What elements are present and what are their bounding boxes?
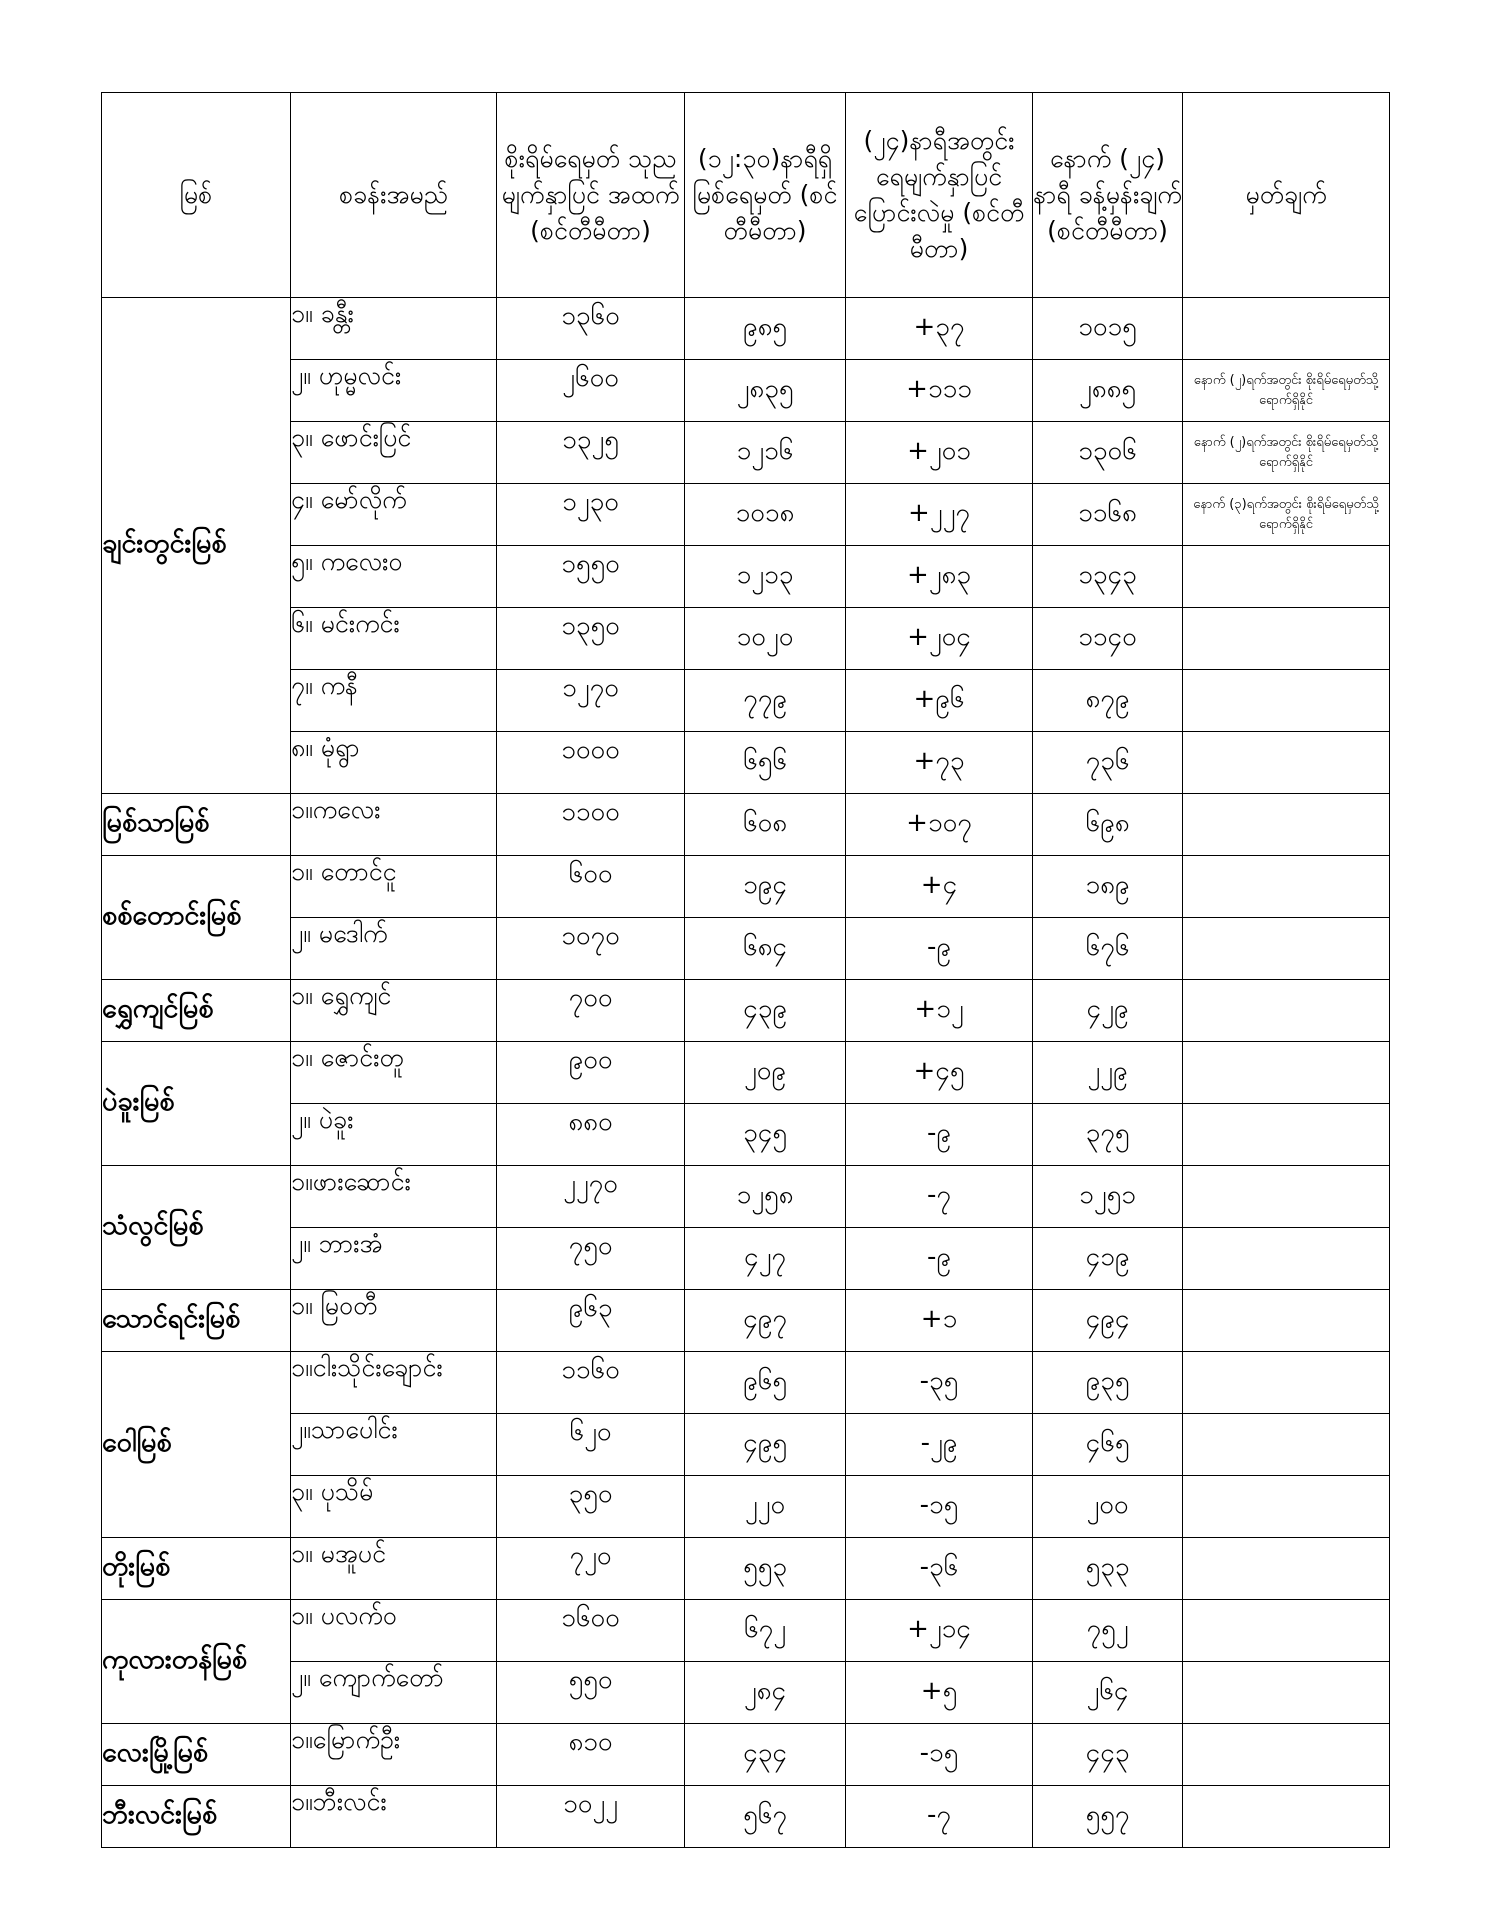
danger-level-cell: ၉၀၀ bbox=[497, 1042, 685, 1104]
danger-level-cell: ၁၀၇၀ bbox=[497, 918, 685, 980]
header-remarks: မှတ်ချက် bbox=[1183, 93, 1390, 298]
danger-level-cell: ၁၀၀၀ bbox=[497, 732, 685, 794]
station-name-cell: ၁။ မအူပင် bbox=[291, 1538, 497, 1600]
change-cell: -၁၅ bbox=[846, 1476, 1033, 1538]
current-level-cell: ၂၈၄ bbox=[685, 1662, 846, 1724]
danger-level-cell: ၇၂၀ bbox=[497, 1538, 685, 1600]
change-cell: +၉၆ bbox=[846, 670, 1033, 732]
change-cell: -၇ bbox=[846, 1166, 1033, 1228]
table-row bbox=[102, 1414, 1390, 1476]
forecast-cell: ၁၁၆၈ bbox=[1033, 484, 1183, 546]
danger-level-cell: ၃၅၀ bbox=[497, 1476, 685, 1538]
danger-level-cell: ၂၂၇၀ bbox=[497, 1166, 685, 1228]
current-level-cell: ၆၈၄ bbox=[685, 918, 846, 980]
table-row bbox=[102, 1290, 1390, 1352]
station-name-cell: ၂။ ဟုမ္မလင်း bbox=[291, 360, 497, 422]
danger-level-cell: ၈၈၀ bbox=[497, 1104, 685, 1166]
station-name-cell: ၁။ တောင်ငူ bbox=[291, 856, 497, 918]
table-row bbox=[102, 1538, 1390, 1600]
current-level-cell: ၁၀၂၀ bbox=[685, 608, 846, 670]
table-row bbox=[102, 732, 1390, 794]
change-cell: -၃၆ bbox=[846, 1538, 1033, 1600]
table-row bbox=[102, 422, 1390, 484]
danger-level-cell: ၂၆၀၀ bbox=[497, 360, 685, 422]
change-cell: +၂၂၇ bbox=[846, 484, 1033, 546]
forecast-cell: ၄၁၉ bbox=[1033, 1228, 1183, 1290]
table-row bbox=[102, 1600, 1390, 1662]
station-name-cell: ၂။ မဒေါက် bbox=[291, 918, 497, 980]
station-name-cell: ၁။ ခန္တီး bbox=[291, 298, 497, 360]
station-name-cell: ၁။ ရွှေကျင် bbox=[291, 980, 497, 1042]
current-level-cell: ၆၀၈ bbox=[685, 794, 846, 856]
station-name-cell: ၂။ ပဲခူး bbox=[291, 1104, 497, 1166]
change-cell: +၇၃ bbox=[846, 732, 1033, 794]
river-name-cell: ဘီးလင်းမြစ် bbox=[102, 1786, 291, 1848]
current-level-cell: ၁၂၅၈ bbox=[685, 1166, 846, 1228]
current-level-cell: ၄၉၇ bbox=[685, 1290, 846, 1352]
change-cell: +၃၇ bbox=[846, 298, 1033, 360]
river-name-cell: သောင်ရင်းမြစ် bbox=[102, 1290, 291, 1352]
remark-cell bbox=[1183, 732, 1390, 794]
table-row bbox=[102, 918, 1390, 980]
table-row bbox=[102, 794, 1390, 856]
forecast-cell: ၈၇၉ bbox=[1033, 670, 1183, 732]
river-level-table bbox=[101, 92, 1390, 1848]
table-row bbox=[102, 1228, 1390, 1290]
header-current-level: (၁၂:၃၀)နာရီရှိ မြစ်ရေမှတ် (စင်တီမီတာ) bbox=[685, 93, 846, 298]
station-name-cell: ၂။ ကျောက်တော် bbox=[291, 1662, 497, 1724]
remark-cell bbox=[1183, 1724, 1390, 1786]
current-level-cell: ၄၃၉ bbox=[685, 980, 846, 1042]
remark-cell bbox=[1183, 1352, 1390, 1414]
table-row bbox=[102, 856, 1390, 918]
table-row bbox=[102, 1662, 1390, 1724]
current-level-cell: ၂၈၃၅ bbox=[685, 360, 846, 422]
table-row bbox=[102, 608, 1390, 670]
station-name-cell: ၁။ ဇောင်းတူ bbox=[291, 1042, 497, 1104]
table-row bbox=[102, 298, 1390, 360]
change-cell: +၅ bbox=[846, 1662, 1033, 1724]
change-cell: +၂၀၄ bbox=[846, 608, 1033, 670]
change-cell: +၄ bbox=[846, 856, 1033, 918]
remark-cell bbox=[1183, 1042, 1390, 1104]
header-river: မြစ် bbox=[102, 93, 291, 298]
forecast-cell: ၁၁၄၀ bbox=[1033, 608, 1183, 670]
remark-cell bbox=[1183, 794, 1390, 856]
remark-cell bbox=[1183, 1166, 1390, 1228]
remark-cell bbox=[1183, 1476, 1390, 1538]
forecast-cell: ၂၂၉ bbox=[1033, 1042, 1183, 1104]
table-row bbox=[102, 484, 1390, 546]
remark-cell: နောက် (၂)ရက်အတွင်း စိုးရိမ်ရေမှတ်သို့ရောက်ရှိနိုင် bbox=[1183, 422, 1390, 484]
forecast-cell: ၂၀၀ bbox=[1033, 1476, 1183, 1538]
forecast-cell: ၆၉၈ bbox=[1033, 794, 1183, 856]
forecast-cell: ၃၇၅ bbox=[1033, 1104, 1183, 1166]
table-row bbox=[102, 546, 1390, 608]
danger-level-cell: ၁၅၅၀ bbox=[497, 546, 685, 608]
change-cell: +၁၂ bbox=[846, 980, 1033, 1042]
current-level-cell: ၅၆၇ bbox=[685, 1786, 846, 1848]
danger-level-cell: ၁၆၀၀ bbox=[497, 1600, 685, 1662]
change-cell: +၁၁၁ bbox=[846, 360, 1033, 422]
river-name-cell: ကုလားတန်မြစ် bbox=[102, 1600, 291, 1724]
remark-cell bbox=[1183, 980, 1390, 1042]
change-cell: +၂၁၄ bbox=[846, 1600, 1033, 1662]
danger-level-cell: ၁၁၀၀ bbox=[497, 794, 685, 856]
danger-level-cell: ၁၃၆၀ bbox=[497, 298, 685, 360]
current-level-cell: ၂၀၉ bbox=[685, 1042, 846, 1104]
river-name-cell: တိုးမြစ် bbox=[102, 1538, 291, 1600]
remark-cell bbox=[1183, 1290, 1390, 1352]
change-cell: +၁ bbox=[846, 1290, 1033, 1352]
river-name-cell: ပဲခူးမြစ် bbox=[102, 1042, 291, 1166]
table-row bbox=[102, 980, 1390, 1042]
current-level-cell: ၉၈၅ bbox=[685, 298, 846, 360]
remark-cell bbox=[1183, 670, 1390, 732]
danger-level-cell: ၇၅၀ bbox=[497, 1228, 685, 1290]
station-name-cell: ၁။ဖားဆောင်း bbox=[291, 1166, 497, 1228]
header-24h-change: (၂၄)နာရီအတွင်း ရေမျက်နှာပြင် ပြောင်းလဲမှု (စင်တီမီတာ) bbox=[846, 93, 1033, 298]
table-row bbox=[102, 1104, 1390, 1166]
station-name-cell: ၁။ကလေး bbox=[291, 794, 497, 856]
forecast-cell: ၉၃၅ bbox=[1033, 1352, 1183, 1414]
table-body bbox=[102, 298, 1390, 1848]
current-level-cell: ၃၄၅ bbox=[685, 1104, 846, 1166]
change-cell: -၉ bbox=[846, 1104, 1033, 1166]
current-level-cell: ၂၂၀ bbox=[685, 1476, 846, 1538]
remark-cell bbox=[1183, 546, 1390, 608]
forecast-cell: ၁၀၁၅ bbox=[1033, 298, 1183, 360]
change-cell: +၂၀၁ bbox=[846, 422, 1033, 484]
change-cell: +၄၅ bbox=[846, 1042, 1033, 1104]
station-name-cell: ၁။ငါးသိုင်းချောင်း bbox=[291, 1352, 497, 1414]
danger-level-cell: ၁၃၂၅ bbox=[497, 422, 685, 484]
header-station: စခန်းအမည် bbox=[291, 93, 497, 298]
river-name-cell: ရွှေကျင်မြစ် bbox=[102, 980, 291, 1042]
remark-cell bbox=[1183, 1414, 1390, 1476]
danger-level-cell: ၁၂၇၀ bbox=[497, 670, 685, 732]
current-level-cell: ၁၀၁၈ bbox=[685, 484, 846, 546]
forecast-cell: ၄၉၄ bbox=[1033, 1290, 1183, 1352]
change-cell: -၉ bbox=[846, 1228, 1033, 1290]
station-name-cell: ၂။သာပေါင်း bbox=[291, 1414, 497, 1476]
forecast-cell: ၅၃၃ bbox=[1033, 1538, 1183, 1600]
forecast-cell: ၄၄၃ bbox=[1033, 1724, 1183, 1786]
remark-cell: နောက် (၃)ရက်အတွင်း စိုးရိမ်ရေမှတ်သို့ရောက်ရှိနိုင် bbox=[1183, 484, 1390, 546]
current-level-cell: ၁၉၄ bbox=[685, 856, 846, 918]
station-name-cell: ၁။မြောက်ဦး bbox=[291, 1724, 497, 1786]
forecast-cell: ၇၃၆ bbox=[1033, 732, 1183, 794]
remark-cell bbox=[1183, 1600, 1390, 1662]
forecast-cell: ၁၃၄၃ bbox=[1033, 546, 1183, 608]
danger-level-cell: ၁၃၅၀ bbox=[497, 608, 685, 670]
danger-level-cell: ၉၆၃ bbox=[497, 1290, 685, 1352]
forecast-cell: ၂၈၈၅ bbox=[1033, 360, 1183, 422]
remark-cell bbox=[1183, 608, 1390, 670]
header-forecast: နောက် (၂၄) နာရီ ခန့်မှန်းချက် (စင်တီမီတာ) bbox=[1033, 93, 1183, 298]
remark-cell bbox=[1183, 1538, 1390, 1600]
remark-cell bbox=[1183, 1662, 1390, 1724]
forecast-cell: ၇၅၂ bbox=[1033, 1600, 1183, 1662]
remark-cell bbox=[1183, 298, 1390, 360]
current-level-cell: ၄၂၇ bbox=[685, 1228, 846, 1290]
change-cell: +၁၀၇ bbox=[846, 794, 1033, 856]
change-cell: -၂၉ bbox=[846, 1414, 1033, 1476]
table-row bbox=[102, 1042, 1390, 1104]
forecast-cell: ၂၆၄ bbox=[1033, 1662, 1183, 1724]
station-name-cell: ၁။ဘီးလင်း bbox=[291, 1786, 497, 1848]
station-name-cell: ၁။ ပလက်ဝ bbox=[291, 1600, 497, 1662]
river-name-cell: သံလွင်မြစ် bbox=[102, 1166, 291, 1290]
current-level-cell: ၉၆၅ bbox=[685, 1352, 846, 1414]
table-row bbox=[102, 360, 1390, 422]
table-row bbox=[102, 1724, 1390, 1786]
station-name-cell: ၇။ ကနီ bbox=[291, 670, 497, 732]
current-level-cell: ၆၇၂ bbox=[685, 1600, 846, 1662]
remark-cell bbox=[1183, 1786, 1390, 1848]
change-cell: +၂၈၃ bbox=[846, 546, 1033, 608]
forecast-cell: ၄၂၉ bbox=[1033, 980, 1183, 1042]
danger-level-cell: ၁၁၆၀ bbox=[497, 1352, 685, 1414]
table-row bbox=[102, 1786, 1390, 1848]
table-row bbox=[102, 670, 1390, 732]
current-level-cell: ၄၃၄ bbox=[685, 1724, 846, 1786]
river-name-cell: လေးမြို့မြစ် bbox=[102, 1724, 291, 1786]
table-row bbox=[102, 1476, 1390, 1538]
remark-cell bbox=[1183, 1104, 1390, 1166]
danger-level-cell: ၅၅၀ bbox=[497, 1662, 685, 1724]
station-name-cell: ၈။ မုံရွာ bbox=[291, 732, 497, 794]
station-name-cell: ၆။ မင်းကင်း bbox=[291, 608, 497, 670]
station-name-cell: ၅။ ကလေးဝ bbox=[291, 546, 497, 608]
change-cell: -၃၅ bbox=[846, 1352, 1033, 1414]
danger-level-cell: ၁၀၂၂ bbox=[497, 1786, 685, 1848]
forecast-cell: ၁၃၀၆ bbox=[1033, 422, 1183, 484]
river-name-cell: မြစ်သာမြစ် bbox=[102, 794, 291, 856]
danger-level-cell: ၁၂၃၀ bbox=[497, 484, 685, 546]
remark-cell bbox=[1183, 856, 1390, 918]
current-level-cell: ၁၂၁၆ bbox=[685, 422, 846, 484]
forecast-cell: ၅၅၇ bbox=[1033, 1786, 1183, 1848]
forecast-cell: ၆၇၆ bbox=[1033, 918, 1183, 980]
change-cell: -၇ bbox=[846, 1786, 1033, 1848]
current-level-cell: ၆၅၆ bbox=[685, 732, 846, 794]
station-name-cell: ၂။ ဘားအံ bbox=[291, 1228, 497, 1290]
danger-level-cell: ၆၀၀ bbox=[497, 856, 685, 918]
current-level-cell: ၇၇၉ bbox=[685, 670, 846, 732]
station-name-cell: ၄။ မော်လိုက် bbox=[291, 484, 497, 546]
river-name-cell: ချင်းတွင်းမြစ် bbox=[102, 298, 291, 794]
header-row bbox=[102, 93, 1390, 298]
header-danger-level: စိုးရိမ်ရေမှတ် သုညမျက်နှာပြင် အထက် (စင်တီမီတာ) bbox=[497, 93, 685, 298]
table-row bbox=[102, 1166, 1390, 1228]
remark-cell bbox=[1183, 918, 1390, 980]
current-level-cell: ၄၉၅ bbox=[685, 1414, 846, 1476]
danger-level-cell: ၆၂၀ bbox=[497, 1414, 685, 1476]
station-name-cell: ၃။ ဖောင်းပြင် bbox=[291, 422, 497, 484]
remark-cell bbox=[1183, 1228, 1390, 1290]
station-name-cell: ၃။ ပုသိမ် bbox=[291, 1476, 497, 1538]
forecast-cell: ၁၈၉ bbox=[1033, 856, 1183, 918]
river-name-cell: ဝေါမြစ် bbox=[102, 1352, 291, 1538]
remark-cell: နောက် (၂)ရက်အတွင်း စိုးရိမ်ရေမှတ်သို့ရောက်ရှိနိုင် bbox=[1183, 360, 1390, 422]
change-cell: -၁၅ bbox=[846, 1724, 1033, 1786]
table-row bbox=[102, 1352, 1390, 1414]
river-name-cell: စစ်တောင်းမြစ် bbox=[102, 856, 291, 980]
station-name-cell: ၁။ မြဝတီ bbox=[291, 1290, 497, 1352]
danger-level-cell: ၇၀၀ bbox=[497, 980, 685, 1042]
forecast-cell: ၁၂၅၁ bbox=[1033, 1166, 1183, 1228]
danger-level-cell: ၈၁၀ bbox=[497, 1724, 685, 1786]
change-cell: -၉ bbox=[846, 918, 1033, 980]
current-level-cell: ၅၅၃ bbox=[685, 1538, 846, 1600]
current-level-cell: ၁၂၁၃ bbox=[685, 546, 846, 608]
forecast-cell: ၄၆၅ bbox=[1033, 1414, 1183, 1476]
